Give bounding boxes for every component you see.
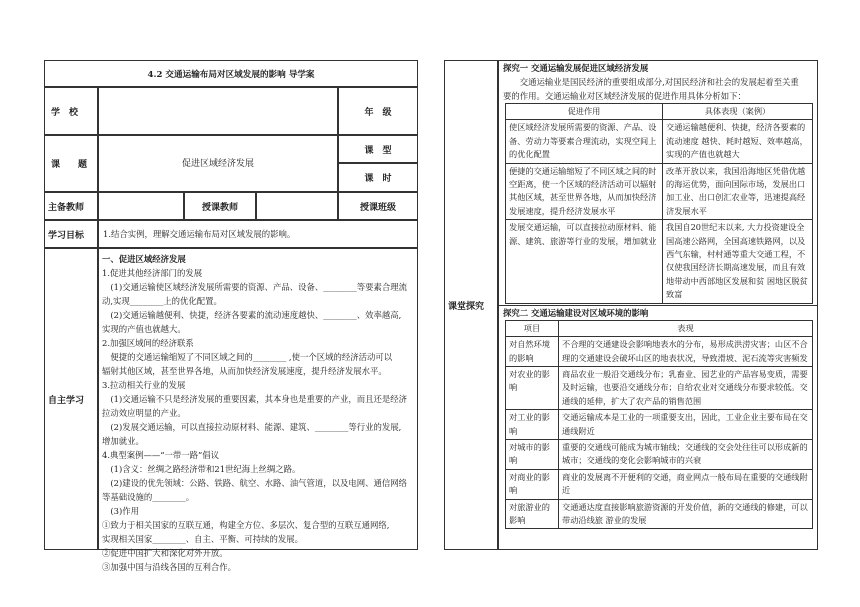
table-header: 具体表现（案例） <box>663 104 813 120</box>
explore1-intro: 交通运输业是国民经济的重要组成部分,对国民经济和社会的发展起着至关重 <box>503 77 799 87</box>
teacher-value[interactable] <box>256 192 338 220</box>
school-label: 学 校 <box>44 87 98 135</box>
self-study-line: (3)作用 <box>102 506 139 516</box>
environment-table <box>505 320 813 530</box>
self-study-line: 实现的产值也就越大。 <box>102 324 186 334</box>
table-cell: 对旅游业的影响 <box>506 499 559 529</box>
table-row <box>506 499 813 529</box>
table-cell: 商业的发展离不开便利的交通，商业网点一般布局在重要的交通线附近 <box>559 469 813 499</box>
right-page <box>444 60 818 550</box>
self-study-line: ①致力于相关国家的互联互通，构建全方位、多层次、复合型的互联互通网络, <box>102 520 390 530</box>
table-cell: 便捷的交通运输缩短了不同区域之间的时空距离，使一个区域的经济活动可以辐射其他区域，甚至世界各地，从而加快经济发展速度，提升经济发展水平 <box>506 163 663 220</box>
table-cell: 改革开放以来，我国沿海地区凭借优越的海运优势，面向国际市场，发展出口加工业、出口创汇农业等，迅速提高经济发展水平 <box>663 163 813 220</box>
topic-label: 课 题 <box>44 135 98 192</box>
table-cell: 交通运输越便利、快捷，经济各要素的流动速度 越快、耗时越短、效率越高，实现的产值也就越大 <box>663 120 813 163</box>
self-study-line: 等基础设施的________。 <box>102 492 195 502</box>
self-study-line: 一、促进区域经济发展 <box>102 254 186 264</box>
topic-value: 促进区域经济发展 <box>98 135 338 192</box>
hours-label: 课 时 <box>338 163 418 192</box>
self-study-line: 辐射其他区域，甚至世界各地，从而加快经济发展速度，提升经济发展水平。 <box>102 366 387 376</box>
table-row <box>506 439 813 469</box>
left-page <box>44 60 418 572</box>
table-cell: 对商业的影响 <box>506 469 559 499</box>
explore-side-label: 课堂探究 <box>444 60 498 550</box>
school-value[interactable] <box>98 87 338 135</box>
table-cell: 交通运输成本是工业的一项重要支出，因此，工业企业主要布局在交通线附近 <box>559 410 813 440</box>
table-header: 表现 <box>559 320 813 336</box>
self-study-line: 4.典型案例——“一带一路”倡议 <box>102 450 220 460</box>
self-study-line: (2)发展交通运输，可以直接拉动原材料、能源、建筑、________等行业的发展, <box>102 422 402 432</box>
table-cell: 交通通达度直接影响旅游资源的开发价值，新的交通线的修建，可以带动沿线旅 游业的发展 <box>559 499 813 529</box>
table-row <box>506 366 813 409</box>
table-row <box>506 163 813 220</box>
goal-text: 1.结合实例，理解交通运输布局对区域发展的影响。 <box>98 220 418 248</box>
page-title: 4.2 交通运输布局对区域发展的影响 导学案 <box>44 60 418 87</box>
goal-label: 学习目标 <box>44 220 98 248</box>
lead-teacher-label: 主备教师 <box>44 192 98 220</box>
table-header: 项目 <box>506 320 559 336</box>
self-study-line: ③加强中国与沿线各国的互利合作。 <box>102 562 236 572</box>
table-cell: 我国自20世纪末以来, 大力投资建设全国高速公路网，全国高速铁路网，以及西气东输，村村通等重大交通工程，不仅使我国经济长期高速发展，而且有效地带动中西部地区发展和贫 困地区脱贫致富 <box>663 220 813 303</box>
self-study-line: (1)交通运输使区域经济发展所需要的资源、产品、设备、________等要素合理流 <box>102 282 407 292</box>
self-study-line: (1)含义：丝绸之路经济带和21世纪海上丝绸之路。 <box>102 464 301 474</box>
table-row <box>506 410 813 440</box>
explore1-title: 探究一 交通运输发展促进区域经济发展 <box>503 63 649 73</box>
self-study-line: 便捷的交通运输缩短了不同区域之间的________ ,使一个区域的经济活动可以 <box>102 352 393 362</box>
self-study-line: ②促进中国扩大和深化对外开放。 <box>102 548 228 558</box>
self-study-label: 自主学习 <box>44 248 98 550</box>
type-label: 课 型 <box>338 135 418 163</box>
table-cell: 使区域经济发展所需要的资源、产品、设备、劳动力等要素合理流动，实现空间上的优化配置 <box>506 120 663 163</box>
class-label: 授课班级 <box>338 192 418 220</box>
self-study-content <box>98 248 418 572</box>
self-study-line: (2)交通运输越便利、快捷，经济各要素的流动速度越快、________、效率越高, <box>102 310 402 320</box>
table-cell: 不合理的交通建设会影响地表水的分布，易形成洪涝灾害；山区不合理的交通建设会破坏山区的地表状况，导致滑坡、泥石流等灾害频发 <box>559 337 813 367</box>
table-row <box>506 220 813 303</box>
self-study-line: 3.拉动相关行业的发展 <box>102 380 186 390</box>
table-cell: 对工业的影响 <box>506 410 559 440</box>
self-study-line: 2.加强区域间的经济联系 <box>102 338 194 348</box>
explore-content <box>498 60 818 550</box>
self-study-line: (2)建设的优先领域：公路、铁路、航空、水路、油气管道，以及电网、通信网络 <box>102 478 407 488</box>
table-row <box>506 337 813 367</box>
table-cell: 商品农业一般沿交通线分布；乳畜业、园艺业的产品容易变质，需要及时运输，也要沿交通线分布；自给农业对交通线分布要求较低。交通线的延伸，扩大了农产品的销售范围 <box>559 366 813 409</box>
grade-label: 年 级 <box>338 87 418 135</box>
explore1-intro: 要的作用。交通运输业对区域经济发展的促进作用具体分析如下： <box>503 91 746 101</box>
self-study-line: (1)交通运输不只是经济发展的重要因素，其本身也是重要的产业，而且还是经济 <box>102 394 407 404</box>
table-row <box>506 469 813 499</box>
table-cell: 发展交通运输，可以直接拉动原材料、能源、建筑、旅游等行业的发展，增加就业 <box>506 220 663 303</box>
self-study-line: 拉动效应明显的产业。 <box>102 408 186 418</box>
table-cell: 重要的交通线可能成为城市轴线；交通线的交会处往往可以形成新的城市；交通线的变化会影响城市的兴衰 <box>559 439 813 469</box>
lead-teacher-value[interactable] <box>98 192 184 220</box>
table-cell: 对城市的影响 <box>506 439 559 469</box>
table-cell: 对自然环境的影响 <box>506 337 559 367</box>
teacher-label: 授课教师 <box>184 192 256 220</box>
promotion-table <box>505 103 813 304</box>
explore2-title: 探究二 交通运输建设对区域环境的影响 <box>499 305 817 320</box>
table-header: 促进作用 <box>506 104 663 120</box>
self-study-line: 实现相关国家________、自主、平衡、可持续的发展。 <box>102 534 303 544</box>
self-study-line: 动,实现________上的优化配置。 <box>102 296 222 306</box>
table-cell: 对农业的影响 <box>506 366 559 409</box>
self-study-line: 增加就业。 <box>102 436 144 446</box>
self-study-line: 1.促进其他经济部门的发展 <box>102 268 203 278</box>
table-row <box>506 120 813 163</box>
